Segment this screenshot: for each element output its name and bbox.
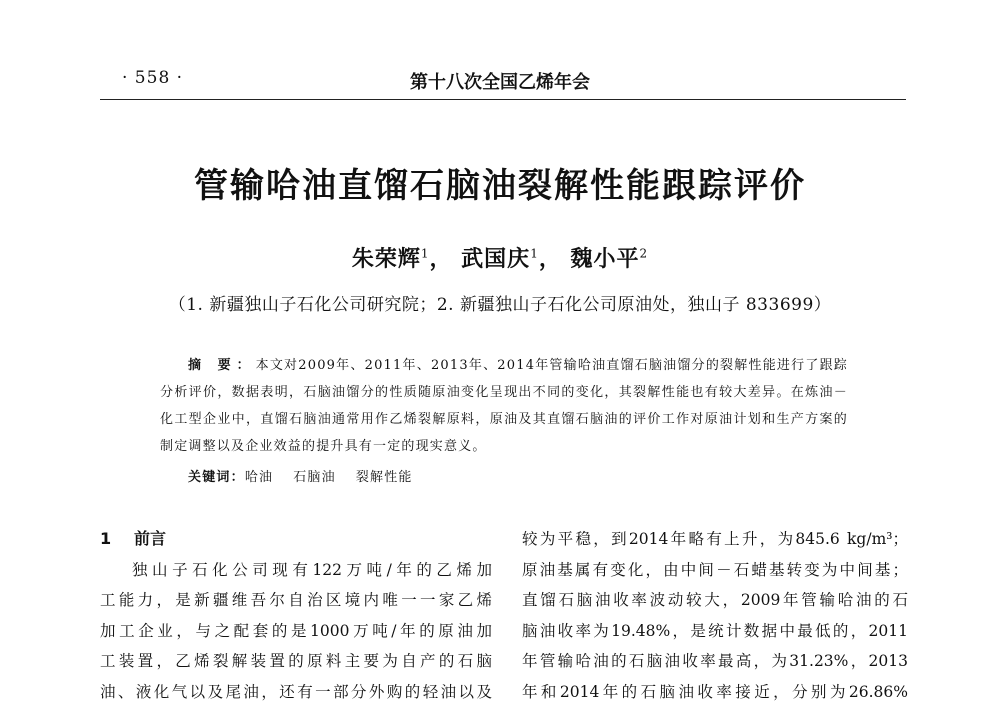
keyword: 哈油 [245, 470, 273, 485]
body-text-line: 工能力，是新疆维吾尔自治区境内唯一一家乙烯 [100, 585, 492, 616]
author-separator: ， [429, 246, 452, 272]
body-text-line: 独山子石化公司现有122万吨/年的乙烯加 [100, 555, 492, 586]
author-name: 魏小平 [571, 246, 640, 272]
affiliations: （1. 新疆独山子石化公司研究院；2. 新疆独山子石化公司原油处，独山子 833699） [0, 290, 1000, 315]
body-column-right [522, 524, 908, 707]
body-text-line: 加工企业，与之配套的是1000万吨/年的原油加 [100, 616, 492, 647]
author-affiliation-mark: 2 [640, 247, 649, 261]
body-text-line: 年和2014年的石脑油收率接近，分别为26.86% [522, 677, 908, 707]
author-list [0, 242, 1000, 273]
body-text-line: 工装置，乙烯裂解装置的原料主要为自产的石脑 [100, 646, 492, 677]
body-text-line: 原油基属有变化，由中间－石蜡基转变为中间基； [522, 555, 908, 586]
conference-name: 第十八次全国乙烯年会 [0, 68, 1000, 94]
section-title: 前言 [134, 529, 166, 548]
author-affiliation-mark: 1 [421, 247, 430, 261]
author-affiliation-mark: 1 [530, 247, 539, 261]
author-name: 武国庆 [461, 246, 530, 272]
running-head [0, 68, 1000, 102]
body-text-line: 年管输哈油的石脑油收率最高，为31.23%，2013 [522, 646, 908, 677]
body-text-line: 脑油收率为19.48%，是统计数据中最低的，2011 [522, 616, 908, 647]
page-number: · 558 · [122, 68, 183, 88]
paper-title: 管输哈油直馏石脑油裂解性能跟踪评价 [0, 158, 1000, 207]
author-name: 朱荣辉 [352, 246, 421, 272]
body-text-line: 油、液化气以及尾油，还有一部分外购的轻油以及 [100, 677, 492, 707]
section-heading [100, 524, 492, 555]
abstract [160, 352, 848, 460]
body-text-line: 较为平稳，到2014年略有上升，为845.6 kg/m³； [522, 524, 908, 555]
header-rule [100, 99, 906, 100]
section-number: 1 [100, 524, 134, 555]
keywords [188, 466, 413, 485]
author-separator: ， [539, 246, 562, 272]
abstract-text: 本文对2009年、2011年、2013年、2014年管输哈油直馏石脑油馏分的裂解性能进行了跟踪分析评价，数据表明，石脑油馏分的性质随原油变化呈现出不同的变化，其裂解性能也有较大差异。在炼油－化工型企业中，直馏石脑油通常用作乙烯裂解原料，原油及其直馏石脑油的评价工作对原油计划和生产方案的制定调整以及企业效益的提升具有一定的现实意义。 [160, 358, 848, 454]
keywords-label: 关键词： [188, 470, 245, 485]
keyword: 裂解性能 [356, 470, 413, 485]
abstract-label: 摘 要： [188, 358, 256, 373]
keyword: 石脑油 [293, 470, 336, 485]
body-column-left [100, 524, 492, 707]
body-text-line: 直馏石脑油收率波动较大，2009年管输哈油的石 [522, 585, 908, 616]
